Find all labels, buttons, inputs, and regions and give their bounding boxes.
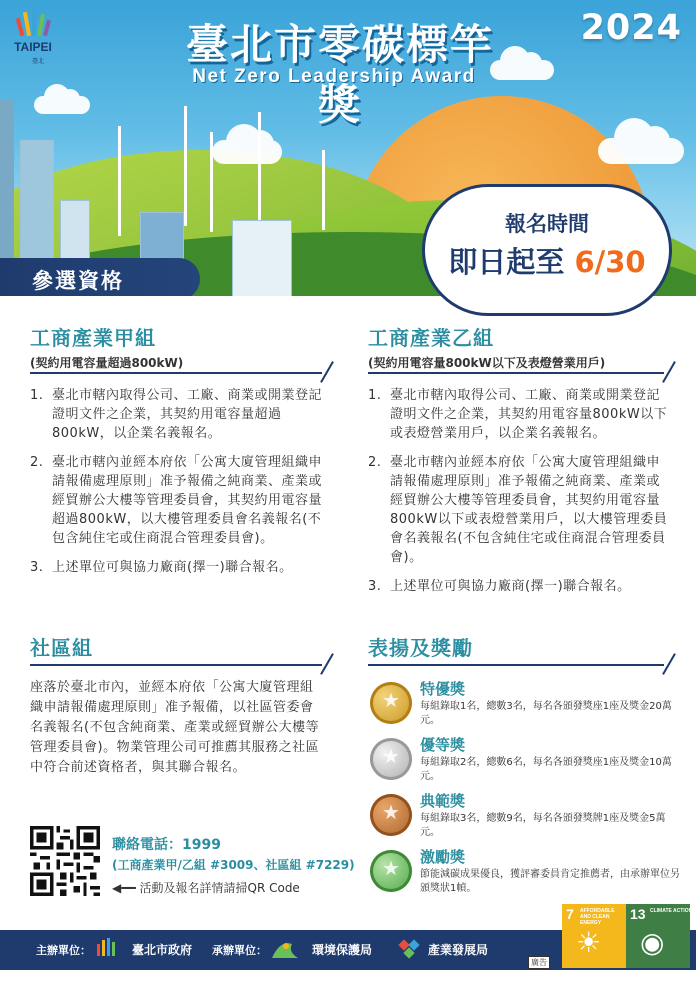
award-item [370, 794, 680, 852]
registration-bubble [414, 176, 680, 322]
contact-extensions: (工商產業甲/乙組 #3009、社區組 #7229) [112, 858, 355, 872]
item-number: 1. [30, 388, 44, 403]
eligibility-tab [0, 258, 200, 296]
sdg-text: AFFORDABLE AND CLEAN ENERGY [580, 908, 615, 926]
award-name: 特優獎 [420, 680, 466, 698]
item-text: 上述單位可與協力廠商(擇一)聯合報名。 [390, 579, 631, 594]
awards-title: 表揚及獎勵 [368, 636, 473, 660]
award-name: 激勵獎 [420, 848, 466, 866]
awards-section [368, 632, 678, 661]
registration-date [414, 240, 680, 281]
registration-label: 報名時間 [505, 212, 589, 236]
community-text: 座落於臺北市內，並經本府依「公寓大廈管理組織申請報備處理原則」准予報備，以社區管委會名義報名(不包含純商業、產業或經貿辦公大樓等管理委員會)。物業管理公司可推薦其服務之社區中符合前述資格者，與其聯合報名。 [30, 680, 320, 775]
list-item [30, 453, 322, 548]
item-number: 3. [368, 579, 382, 594]
list-item [30, 558, 322, 577]
award-item [370, 682, 680, 740]
group-a-section [30, 322, 330, 371]
qr-hint [112, 879, 355, 896]
divider [368, 664, 664, 666]
group-a-list [30, 386, 322, 587]
sdg-text: CLIMATE ACTION [650, 908, 693, 914]
gold-medal-icon [370, 682, 412, 724]
page-title-english: Net Zero Leadership Award [192, 66, 476, 87]
cloud-illustration [598, 138, 684, 164]
sun-icon: ☀ [576, 927, 602, 958]
organizer-epa: 環境保護局 [312, 943, 373, 957]
epa-logo-icon [270, 938, 300, 960]
award-desc: 節能減碳成果優良，獲評審委員肯定推薦者，由承辦單位另頒獎狀1幀。 [420, 869, 680, 894]
award-desc: 每組錄取3名，總數9名，每名各頒發獎牌1座及獎金5萬元。 [420, 813, 666, 838]
item-number: 2. [30, 455, 44, 470]
logo-subtext: 臺北 [32, 58, 45, 65]
contact-phone: 聯絡電話：1999 [112, 837, 221, 853]
cloud-illustration [34, 96, 90, 114]
registration-deadline: 6/30 [574, 245, 646, 279]
qr-code-icon [30, 826, 100, 896]
eligibility-tab-label: 參選資格 [32, 269, 124, 293]
taipei-logo-icon [94, 938, 120, 960]
host-org: 臺北市政府 [132, 943, 193, 957]
registration-prefix: 即日起至 [448, 245, 575, 279]
community-section [30, 632, 330, 661]
sdg-7-badge [562, 904, 626, 968]
divider [30, 664, 322, 666]
sdg-number: 7 [566, 906, 574, 922]
group-b-section [368, 322, 678, 371]
taipei-logo-icon [14, 8, 54, 38]
award-item [370, 850, 680, 908]
item-text: 臺北市轄內取得公司、工廠、商業或開業登記證明文件之企業，其契約用電容量800kW以下或表燈營業用戶，以企業名義報名。 [390, 388, 668, 441]
sdg-number: 13 [630, 906, 646, 922]
building-illustration [232, 220, 292, 296]
list-item [30, 386, 322, 443]
award-name: 優等獎 [420, 736, 466, 754]
cloud-illustration [212, 140, 282, 164]
dept-economic-logo-icon [396, 938, 424, 960]
group-a-subtitle: (契約用電容量超過800kW) [30, 356, 184, 370]
list-item [368, 453, 668, 567]
wind-turbine-illustration [210, 132, 213, 232]
item-text: 臺北市轄內取得公司、工廠、商業或開業登記證明文件之企業，其契約用電容量超過800kW，以企業名義報名。 [52, 388, 323, 441]
organizer-doed: 產業發展局 [428, 943, 489, 957]
award-item [370, 738, 680, 796]
item-number: 2. [368, 455, 382, 470]
item-number: 1. [368, 388, 382, 403]
group-a-title: 工商產業甲組 [30, 326, 156, 350]
contact-info [112, 834, 355, 896]
qr-code[interactable] [30, 826, 100, 896]
award-desc: 每組錄取2名，總數6名，每名各頒發獎座1座及獎金10萬元。 [420, 757, 672, 782]
bronze-medal-icon [370, 794, 412, 836]
item-text: 臺北市轄內並經本府依「公寓大廈管理組織申請報備處理原則」准予報備之純商業、產業或經貿辦公大樓等管理委員會，其契約用電容量超過800kW，以大樓管理委員會名義報名(不包含純住宅或住商混合管理委員會)。 [52, 455, 323, 546]
wind-turbine-illustration [322, 150, 325, 230]
green-medal-icon [370, 850, 412, 892]
silver-medal-icon [370, 738, 412, 780]
taipei-logo [8, 6, 58, 64]
wind-turbine-illustration [118, 126, 121, 236]
group-b-subtitle: (契約用電容量800kW以下及表燈營業用戶) [368, 356, 606, 370]
ad-notice: 廣告 [528, 956, 550, 969]
group-b-list [368, 386, 668, 606]
page-title: 臺北市零碳標竿獎 [185, 20, 494, 129]
item-number: 3. [30, 560, 44, 575]
award-name: 典範獎 [420, 792, 466, 810]
sdg-13-badge [626, 904, 693, 968]
list-item [368, 577, 668, 596]
list-item [368, 386, 668, 443]
item-text: 臺北市轄內並經本府依「公寓大廈管理組織申請報備處理原則」准予報備之純商業、產業或經貿辦公大樓等管理委員會，其契約用電容量800kW以下或表燈營業用戶，以大樓管理委員會名義報名(不包含純住宅或住商混合管理委員會)。 [390, 455, 668, 565]
qr-hint-text: 活動及報名詳情請掃QR Code [139, 881, 300, 895]
organizer-label: 承辦單位： [212, 944, 267, 957]
eye-globe-icon: ◉ [640, 927, 665, 958]
arrow-left-icon: ◀━━ [112, 881, 140, 895]
divider [368, 372, 664, 374]
award-desc: 每組錄取1名，總數3名，每名各頒發獎座1座及獎金20萬元。 [420, 701, 672, 726]
divider [30, 372, 322, 374]
logo-text: TAIPEI [14, 40, 52, 54]
host-label: 主辦單位： [36, 944, 91, 957]
group-b-title: 工商產業乙組 [368, 326, 494, 350]
community-title: 社區組 [30, 636, 93, 660]
year-label: 2024 [580, 8, 682, 48]
item-text: 上述單位可與協力廠商(擇一)聯合報名。 [52, 560, 293, 575]
